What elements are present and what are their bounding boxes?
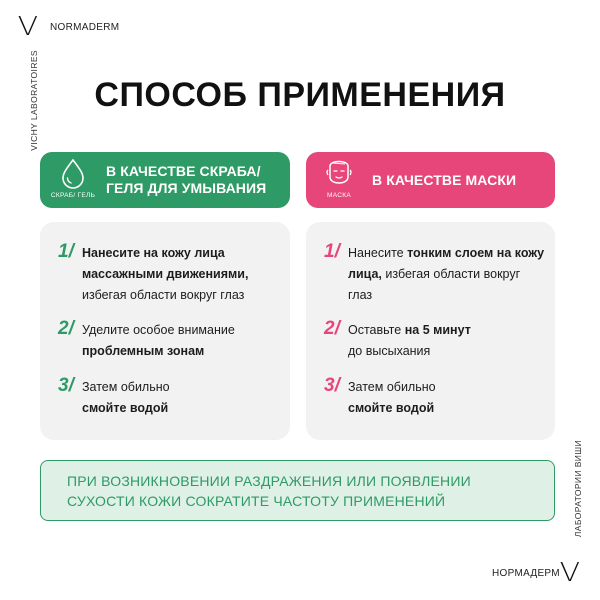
scrub-header [40,152,290,208]
step-bold-text: на 5 минут [404,323,471,337]
step-regular-text: избегая области вокруг глаз [348,267,521,302]
page-title: СПОСОБ ПРИМЕНЕНИЯ [94,76,506,114]
step-bold-text: Нанесите на кожу лица массажными движениями, [82,246,249,281]
warning-line1: ПРИ ВОЗНИКНОВЕНИИ РАЗДРАЖЕНИЯ ИЛИ ПОЯВЛЕНИИ [67,473,471,489]
step-number: 1/ [324,241,340,262]
step-number: 3/ [324,375,340,396]
step-number: 3/ [58,375,74,396]
step-text [348,243,545,306]
warning-line2: СУХОСТИ КОЖИ СОКРАТИТЕ ЧАСТОТУ ПРИМЕНЕНИЙ [67,493,446,509]
mask-icon-caption: МАСКА [327,192,351,199]
step-regular-text: Оставьте [348,323,402,337]
mask-header-label: В КАЧЕСТВЕ МАСКИ [372,171,517,188]
step-text [82,243,280,306]
scrub-icon-block [40,152,106,208]
scrub-header-line2: ГЕЛЯ ДЛЯ УМЫВАНИЯ [106,180,267,196]
scrub-header-line1: В КАЧЕСТВЕ СКРАБА/ [106,163,261,179]
mask-steps-card [306,222,555,440]
step-regular-text: до высыхания [348,344,431,358]
scrub-step-2 [58,320,280,362]
vichy-logo-top: V [17,12,39,42]
step-regular-text: Уделите особое внимание [82,323,235,337]
step-regular-text: Затем обильно [82,380,170,394]
step-text [82,377,280,419]
brand-label-top: NORMADERM [50,22,120,33]
scrub-step-1 [58,243,280,306]
brand-label-bottom: НОРМАДЕРМ [492,568,560,579]
step-number: 1/ [58,241,74,262]
scrub-step-3 [58,377,280,419]
scrub-steps-card [40,222,290,440]
droplet-icon [40,152,106,192]
step-number: 2/ [324,318,340,339]
mask-step-1 [324,243,545,306]
side-label-right: ЛАБОРАТОРИИ ВИШИ [573,440,583,538]
step-bold-text: смойте водой [82,401,169,415]
step-bold-text: проблемным зонам [82,344,205,358]
scrub-icon-caption: СКРАБ/ ГЕЛЬ [50,192,96,199]
step-text [348,320,545,362]
step-bold-text: смойте водой [348,401,435,415]
mask-step-2 [324,320,545,362]
side-label-left: VICHY LABORATOIRES [29,50,39,151]
step-regular-text: Затем обильно [348,380,436,394]
step-number: 2/ [58,318,74,339]
mask-header [306,152,555,208]
vichy-logo-bottom: V [559,558,581,588]
warning-box [40,460,555,521]
step-bold-text: тонким слоем на кожу лица, [348,246,545,281]
step-text [82,320,280,362]
mask-icon-block [306,152,372,208]
step-regular-text: избегая области вокруг глаз [82,288,245,302]
scrub-header-label [106,163,266,197]
face-mask-icon [306,152,372,192]
step-regular-text: Нанесите [348,246,404,260]
step-text [348,377,545,419]
mask-step-3 [324,377,545,419]
